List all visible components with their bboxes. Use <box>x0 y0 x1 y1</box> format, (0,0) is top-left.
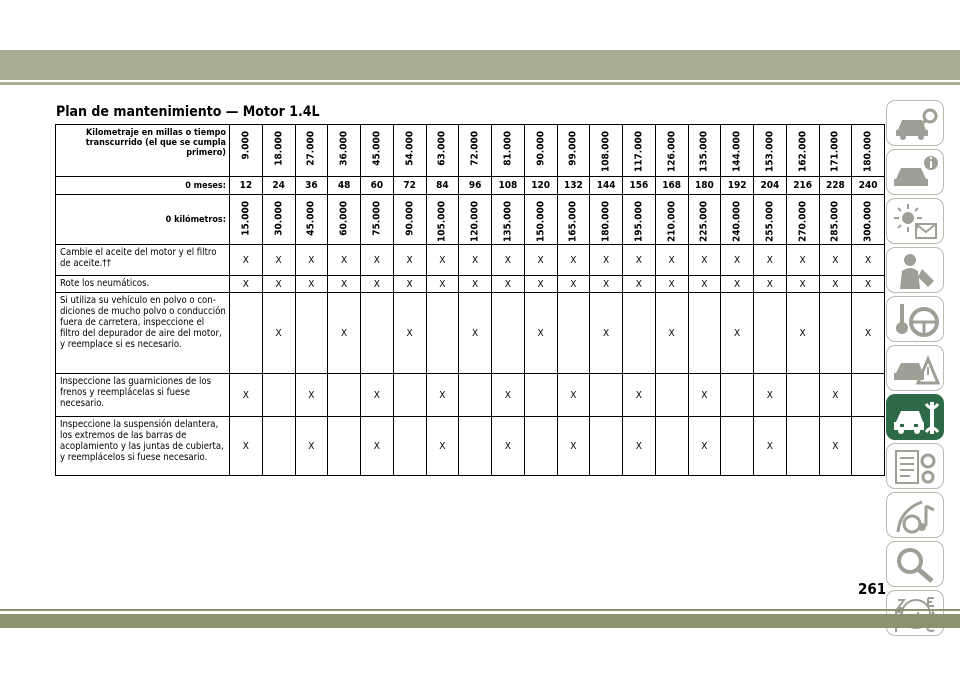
service-mark: X <box>688 374 721 417</box>
service-mark <box>295 293 328 374</box>
service-mark: X <box>328 245 361 276</box>
service-mark <box>262 374 295 417</box>
service-mark <box>393 374 426 417</box>
km-value: 285.000 <box>829 201 841 242</box>
service-mark <box>361 293 394 374</box>
months-value: 168 <box>655 177 688 195</box>
service-mark: X <box>262 245 295 276</box>
km-value: 60.000 <box>338 201 350 236</box>
service-mark: X <box>492 245 525 276</box>
km-value: 165.000 <box>567 201 579 242</box>
service-description: Cambie el aceite del motor y el filtro de aceite.†† <box>56 245 230 276</box>
mileage-header-cell <box>721 125 754 177</box>
tab-servicing-maintenance[interactable] <box>886 394 944 440</box>
km-header-cell <box>361 195 394 245</box>
km-header-cell <box>852 195 885 245</box>
service-mark <box>328 374 361 417</box>
months-value: 24 <box>262 177 295 195</box>
mileage-value: 18.000 <box>273 131 285 166</box>
service-mark: X <box>492 417 525 476</box>
mileage-header-cell <box>393 125 426 177</box>
service-mark <box>721 374 754 417</box>
service-mark <box>688 293 721 374</box>
service-mark: X <box>754 374 787 417</box>
mileage-value: 144.000 <box>731 131 743 172</box>
service-mark <box>492 293 525 374</box>
km-value: 300.000 <box>862 201 874 242</box>
service-mark: X <box>721 293 754 374</box>
km-value: 45.000 <box>305 201 317 236</box>
service-description: Si utiliza su vehículo en polvo o condiciones de mucho polvo o conducción fuera de carretera, inspeccione el filtro del depurador de aire del motor, y reemplace si es necesario. <box>56 293 230 374</box>
tab-vehicle-info[interactable] <box>886 149 944 195</box>
km-header-cell <box>426 195 459 245</box>
service-mark <box>754 293 787 374</box>
page-title: Plan de mantenimiento — Motor 1.4L <box>56 104 320 120</box>
service-mark: X <box>230 245 263 276</box>
months-value: 108 <box>492 177 525 195</box>
km-label: 0 kilómetros: <box>56 195 230 245</box>
km-header-cell <box>688 195 721 245</box>
km-value: 135.000 <box>502 201 514 242</box>
mileage-value: 45.000 <box>371 131 383 166</box>
mileage-value: 108.000 <box>600 131 612 172</box>
months-value: 48 <box>328 177 361 195</box>
mileage-header-cell <box>262 125 295 177</box>
mileage-value: 72.000 <box>469 131 481 166</box>
mileage-header-cell <box>361 125 394 177</box>
mileage-value: 126.000 <box>666 131 678 172</box>
service-mark: X <box>721 276 754 293</box>
km-header-cell <box>230 195 263 245</box>
service-mark: X <box>623 417 656 476</box>
mileage-header-row <box>56 125 885 177</box>
service-mark <box>557 293 590 374</box>
mileage-header-cell <box>426 125 459 177</box>
service-mark <box>655 417 688 476</box>
service-mark: X <box>590 293 623 374</box>
service-mark: X <box>328 293 361 374</box>
mileage-value: 99.000 <box>567 131 579 166</box>
service-mark: X <box>786 276 819 293</box>
km-header-cell <box>655 195 688 245</box>
multimedia-music-icon <box>892 496 940 536</box>
car-warning-triangle-icon <box>892 349 940 389</box>
service-mark: X <box>557 374 590 417</box>
km-header-cell <box>721 195 754 245</box>
km-header-cell <box>590 195 623 245</box>
service-mark <box>786 374 819 417</box>
mileage-value: 27.000 <box>305 131 317 166</box>
service-mark: X <box>262 276 295 293</box>
service-mark: X <box>426 245 459 276</box>
km-value: 105.000 <box>436 201 448 242</box>
service-mark: X <box>754 245 787 276</box>
service-mark: X <box>557 417 590 476</box>
months-value: 96 <box>459 177 492 195</box>
service-mark: X <box>590 245 623 276</box>
km-header-cell <box>557 195 590 245</box>
tab-starting-operating[interactable] <box>886 296 944 342</box>
magnifier-icon <box>892 545 940 585</box>
service-mark: X <box>393 276 426 293</box>
km-header-cell <box>393 195 426 245</box>
service-description: Rote los neumáticos. <box>56 276 230 293</box>
service-mark: X <box>557 276 590 293</box>
mileage-header-cell <box>754 125 787 177</box>
service-mark: X <box>819 276 852 293</box>
km-value: 225.000 <box>698 201 710 242</box>
km-value: 150.000 <box>535 201 547 242</box>
spec-list-gears-icon <box>892 447 940 487</box>
service-mark <box>590 374 623 417</box>
mileage-header-cell <box>557 125 590 177</box>
tab-technical-specs[interactable] <box>886 443 944 489</box>
car-info-icon <box>892 153 940 193</box>
service-mark: X <box>492 276 525 293</box>
km-header-cell <box>459 195 492 245</box>
km-value: 15.000 <box>240 201 252 236</box>
km-value: 195.000 <box>633 201 645 242</box>
mileage-header-cell <box>786 125 819 177</box>
car-key-icon <box>892 104 940 144</box>
service-mark: X <box>819 245 852 276</box>
service-mark: X <box>852 245 885 276</box>
service-mark: X <box>230 276 263 293</box>
service-mark: X <box>492 374 525 417</box>
service-mark: X <box>754 417 787 476</box>
mileage-header-cell <box>459 125 492 177</box>
months-value: 228 <box>819 177 852 195</box>
service-mark: X <box>426 374 459 417</box>
km-header-cell <box>623 195 656 245</box>
months-value: 72 <box>393 177 426 195</box>
km-header-cell <box>524 195 557 245</box>
service-mark: X <box>688 245 721 276</box>
km-header-cell <box>754 195 787 245</box>
mileage-value: 81.000 <box>502 131 514 166</box>
months-value: 120 <box>524 177 557 195</box>
km-value: 210.000 <box>666 201 678 242</box>
service-mark <box>459 374 492 417</box>
service-mark <box>852 417 885 476</box>
service-mark: X <box>459 245 492 276</box>
service-mark: X <box>295 374 328 417</box>
footer-rule <box>0 609 960 611</box>
service-mark <box>721 417 754 476</box>
km-header-cell <box>295 195 328 245</box>
service-mark <box>590 417 623 476</box>
service-mark <box>852 374 885 417</box>
service-mark: X <box>590 276 623 293</box>
mileage-header-cell <box>295 125 328 177</box>
maintenance-table-body <box>56 125 885 476</box>
service-mark: X <box>361 417 394 476</box>
km-value: 180.000 <box>600 201 612 242</box>
mileage-header-cell <box>590 125 623 177</box>
service-mark <box>655 374 688 417</box>
months-value: 192 <box>721 177 754 195</box>
service-mark: X <box>524 245 557 276</box>
mileage-header-cell <box>328 125 361 177</box>
months-value: 144 <box>590 177 623 195</box>
km-value: 30.000 <box>273 201 285 236</box>
service-mark: X <box>721 245 754 276</box>
mileage-value: 171.000 <box>829 131 841 172</box>
service-row <box>56 293 885 374</box>
mileage-value: 153.000 <box>764 131 776 172</box>
service-mark <box>230 293 263 374</box>
service-mark: X <box>524 276 557 293</box>
months-value: 204 <box>754 177 787 195</box>
service-row <box>56 417 885 476</box>
tab-customer-assistance[interactable] <box>886 541 944 587</box>
service-row <box>56 374 885 417</box>
km-header-cell <box>262 195 295 245</box>
km-row <box>56 195 885 245</box>
service-mark: X <box>295 245 328 276</box>
service-mark: X <box>819 374 852 417</box>
km-value: 255.000 <box>764 201 776 242</box>
months-value: 60 <box>361 177 394 195</box>
footer-band <box>0 614 960 628</box>
service-mark: X <box>786 293 819 374</box>
km-value: 270.000 <box>797 201 809 242</box>
mileage-value: 90.000 <box>535 131 547 166</box>
service-mark: X <box>295 276 328 293</box>
service-mark: X <box>623 276 656 293</box>
service-mark <box>819 293 852 374</box>
service-mark: X <box>328 276 361 293</box>
service-description: Inspeccione las guarniciones de los frenos y reemplácelas si fuese necesario. <box>56 374 230 417</box>
months-value: 84 <box>426 177 459 195</box>
tab-introduction[interactable] <box>886 100 944 146</box>
service-mark: X <box>230 374 263 417</box>
service-mark: X <box>361 276 394 293</box>
mileage-value: 162.000 <box>797 131 809 172</box>
service-mark: X <box>852 276 885 293</box>
service-mark <box>524 417 557 476</box>
km-header-cell <box>492 195 525 245</box>
mileage-header-cell <box>524 125 557 177</box>
service-mark: X <box>688 276 721 293</box>
header-band <box>0 50 960 80</box>
service-mark: X <box>655 293 688 374</box>
service-mark: X <box>393 245 426 276</box>
service-row <box>56 245 885 276</box>
km-header-cell <box>786 195 819 245</box>
km-value: 240.000 <box>731 201 743 242</box>
key-steering-wheel-icon <box>892 300 940 340</box>
months-value: 240 <box>852 177 885 195</box>
service-mark: X <box>623 245 656 276</box>
km-header-cell <box>819 195 852 245</box>
service-mark: X <box>623 374 656 417</box>
service-mark: X <box>655 245 688 276</box>
mileage-value: 117.000 <box>633 131 645 172</box>
service-mark: X <box>524 293 557 374</box>
service-mark: X <box>230 417 263 476</box>
tab-warning-lights[interactable] <box>886 198 944 244</box>
mileage-header-cell <box>230 125 263 177</box>
mileage-header-cell <box>819 125 852 177</box>
service-mark: X <box>393 293 426 374</box>
service-mark: X <box>459 293 492 374</box>
service-mark: X <box>295 417 328 476</box>
service-mark <box>623 293 656 374</box>
service-description: Inspeccione la suspensión delantera, los extremos de las barras de acoplamiento y las juntas de cubierta, y reemplácelos si fuese necesario. <box>56 417 230 476</box>
mileage-value: 180.000 <box>862 131 874 172</box>
service-mark: X <box>426 276 459 293</box>
service-mark <box>524 374 557 417</box>
service-mark <box>786 417 819 476</box>
car-wrench-icon <box>892 398 940 438</box>
service-mark: X <box>688 417 721 476</box>
tab-safety[interactable] <box>886 247 944 293</box>
maintenance-table <box>55 124 885 476</box>
mileage-header-label: Kilometraje en millas o tiempo transcurrido (el que se cumpla primero) <box>56 125 230 177</box>
mileage-header-cell <box>852 125 885 177</box>
service-row <box>56 276 885 293</box>
months-label: 0 meses: <box>56 177 230 195</box>
service-mark: X <box>819 417 852 476</box>
tab-multimedia[interactable] <box>886 492 944 538</box>
km-value: 75.000 <box>371 201 383 236</box>
months-row <box>56 177 885 195</box>
page-number: 261 <box>858 580 887 598</box>
months-value: 12 <box>230 177 263 195</box>
mileage-value: 36.000 <box>338 131 350 166</box>
warning-lights-message-icon <box>892 202 940 242</box>
service-mark <box>459 417 492 476</box>
months-value: 216 <box>786 177 819 195</box>
tab-index[interactable] <box>886 590 944 636</box>
service-mark: X <box>459 276 492 293</box>
mileage-value: 63.000 <box>436 131 448 166</box>
service-mark: X <box>852 293 885 374</box>
km-header-cell <box>328 195 361 245</box>
service-mark: X <box>361 374 394 417</box>
months-value: 36 <box>295 177 328 195</box>
mileage-value: 135.000 <box>698 131 710 172</box>
service-mark: X <box>426 417 459 476</box>
header-rule <box>0 82 960 85</box>
km-value: 120.000 <box>469 201 481 242</box>
service-mark: X <box>361 245 394 276</box>
service-mark: X <box>557 245 590 276</box>
tab-emergency[interactable] <box>886 345 944 391</box>
service-mark <box>328 417 361 476</box>
service-mark <box>262 417 295 476</box>
service-mark: X <box>262 293 295 374</box>
service-mark <box>426 293 459 374</box>
km-value: 90.000 <box>404 201 416 236</box>
mileage-header-cell <box>623 125 656 177</box>
mileage-header-cell <box>655 125 688 177</box>
mileage-header-cell <box>688 125 721 177</box>
mileage-header-cell <box>492 125 525 177</box>
mileage-value: 9.000 <box>240 131 252 160</box>
service-mark: X <box>754 276 787 293</box>
service-mark: X <box>655 276 688 293</box>
months-value: 156 <box>623 177 656 195</box>
mileage-value: 54.000 <box>404 131 416 166</box>
months-value: 132 <box>557 177 590 195</box>
service-mark <box>393 417 426 476</box>
airbag-safety-icon <box>892 251 940 291</box>
service-mark: X <box>786 245 819 276</box>
months-value: 180 <box>688 177 721 195</box>
